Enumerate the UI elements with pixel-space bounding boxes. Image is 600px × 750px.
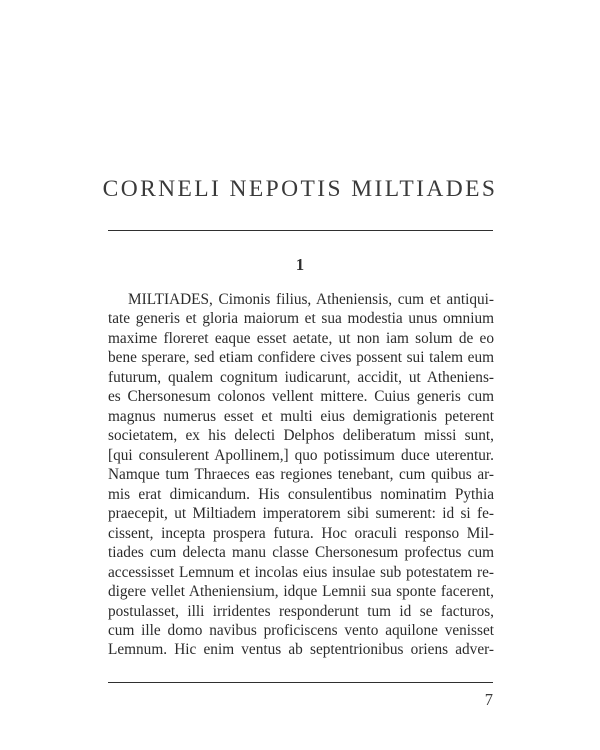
chapter-number: 1 — [295, 255, 305, 274]
page-number: 7 — [484, 690, 493, 709]
text-line: tate generis et gloria maiorum et sua modestia unus omnium — [108, 310, 494, 328]
text-line: Namque tum Thraeces eas regiones tenebant, cum quibus ar- — [108, 466, 494, 484]
text-line: cissent, incepta prospera futura. Hoc oraculi responso Mil- — [108, 524, 494, 542]
text-line: es Chersonesum colonos vellent mittere. Cuius generis cum — [108, 388, 494, 406]
text-line: digere vellet Atheniensium, idque Lemnii sua sponte facerent, — [108, 583, 494, 601]
text-line: MILTIADES, Cimonis filius, Atheniensis, cum et antiqui- — [128, 291, 494, 308]
text-line: [qui consulerent Apollinem,] quo potissimum duce uterentur. — [108, 446, 494, 464]
text-line: accessisset Lemnum et incolas eius insulae sub potestatem re- — [108, 563, 494, 581]
text-line: maxime floreret eaque esset aetate, ut non iam solum de eo — [108, 329, 494, 347]
text-line: tiades cum delecta manu classe Chersonesum profectus cum — [108, 544, 494, 562]
text-line: futurum, qualem cognitum iudicarunt, accidit, ut Atheniens- — [108, 368, 494, 386]
text-line: Lemnum. Hic enim ventus ab septentrionibus oriens adver- — [108, 641, 494, 659]
body-text — [108, 290, 494, 660]
page-title: CORNELI NEPOTIS MILTIADES — [102, 176, 498, 202]
bottom-divider — [108, 682, 493, 683]
text-line: postulasset, illi irridentes responderunt tum id se facturos, — [108, 602, 494, 620]
text-line: mis erat dimicandum. His consulentibus nominatim Pythia — [108, 485, 494, 503]
text-line: praecepit, ut Miltiadem imperatorem sibi sumerent: id si fe- — [108, 505, 494, 523]
text-line: societatem, ex his delecti Delphos deliberatum missi sunt, — [108, 427, 494, 445]
text-line: magnus numerus esset et multi eius demigrationis peterent — [108, 407, 494, 425]
text-line: cum ille domo navibus proficiscens vento aquilone venisset — [108, 621, 494, 639]
text-line: bene sperare, sed etiam confidere cives possent sui talem eum — [108, 349, 494, 367]
top-divider — [108, 230, 493, 231]
